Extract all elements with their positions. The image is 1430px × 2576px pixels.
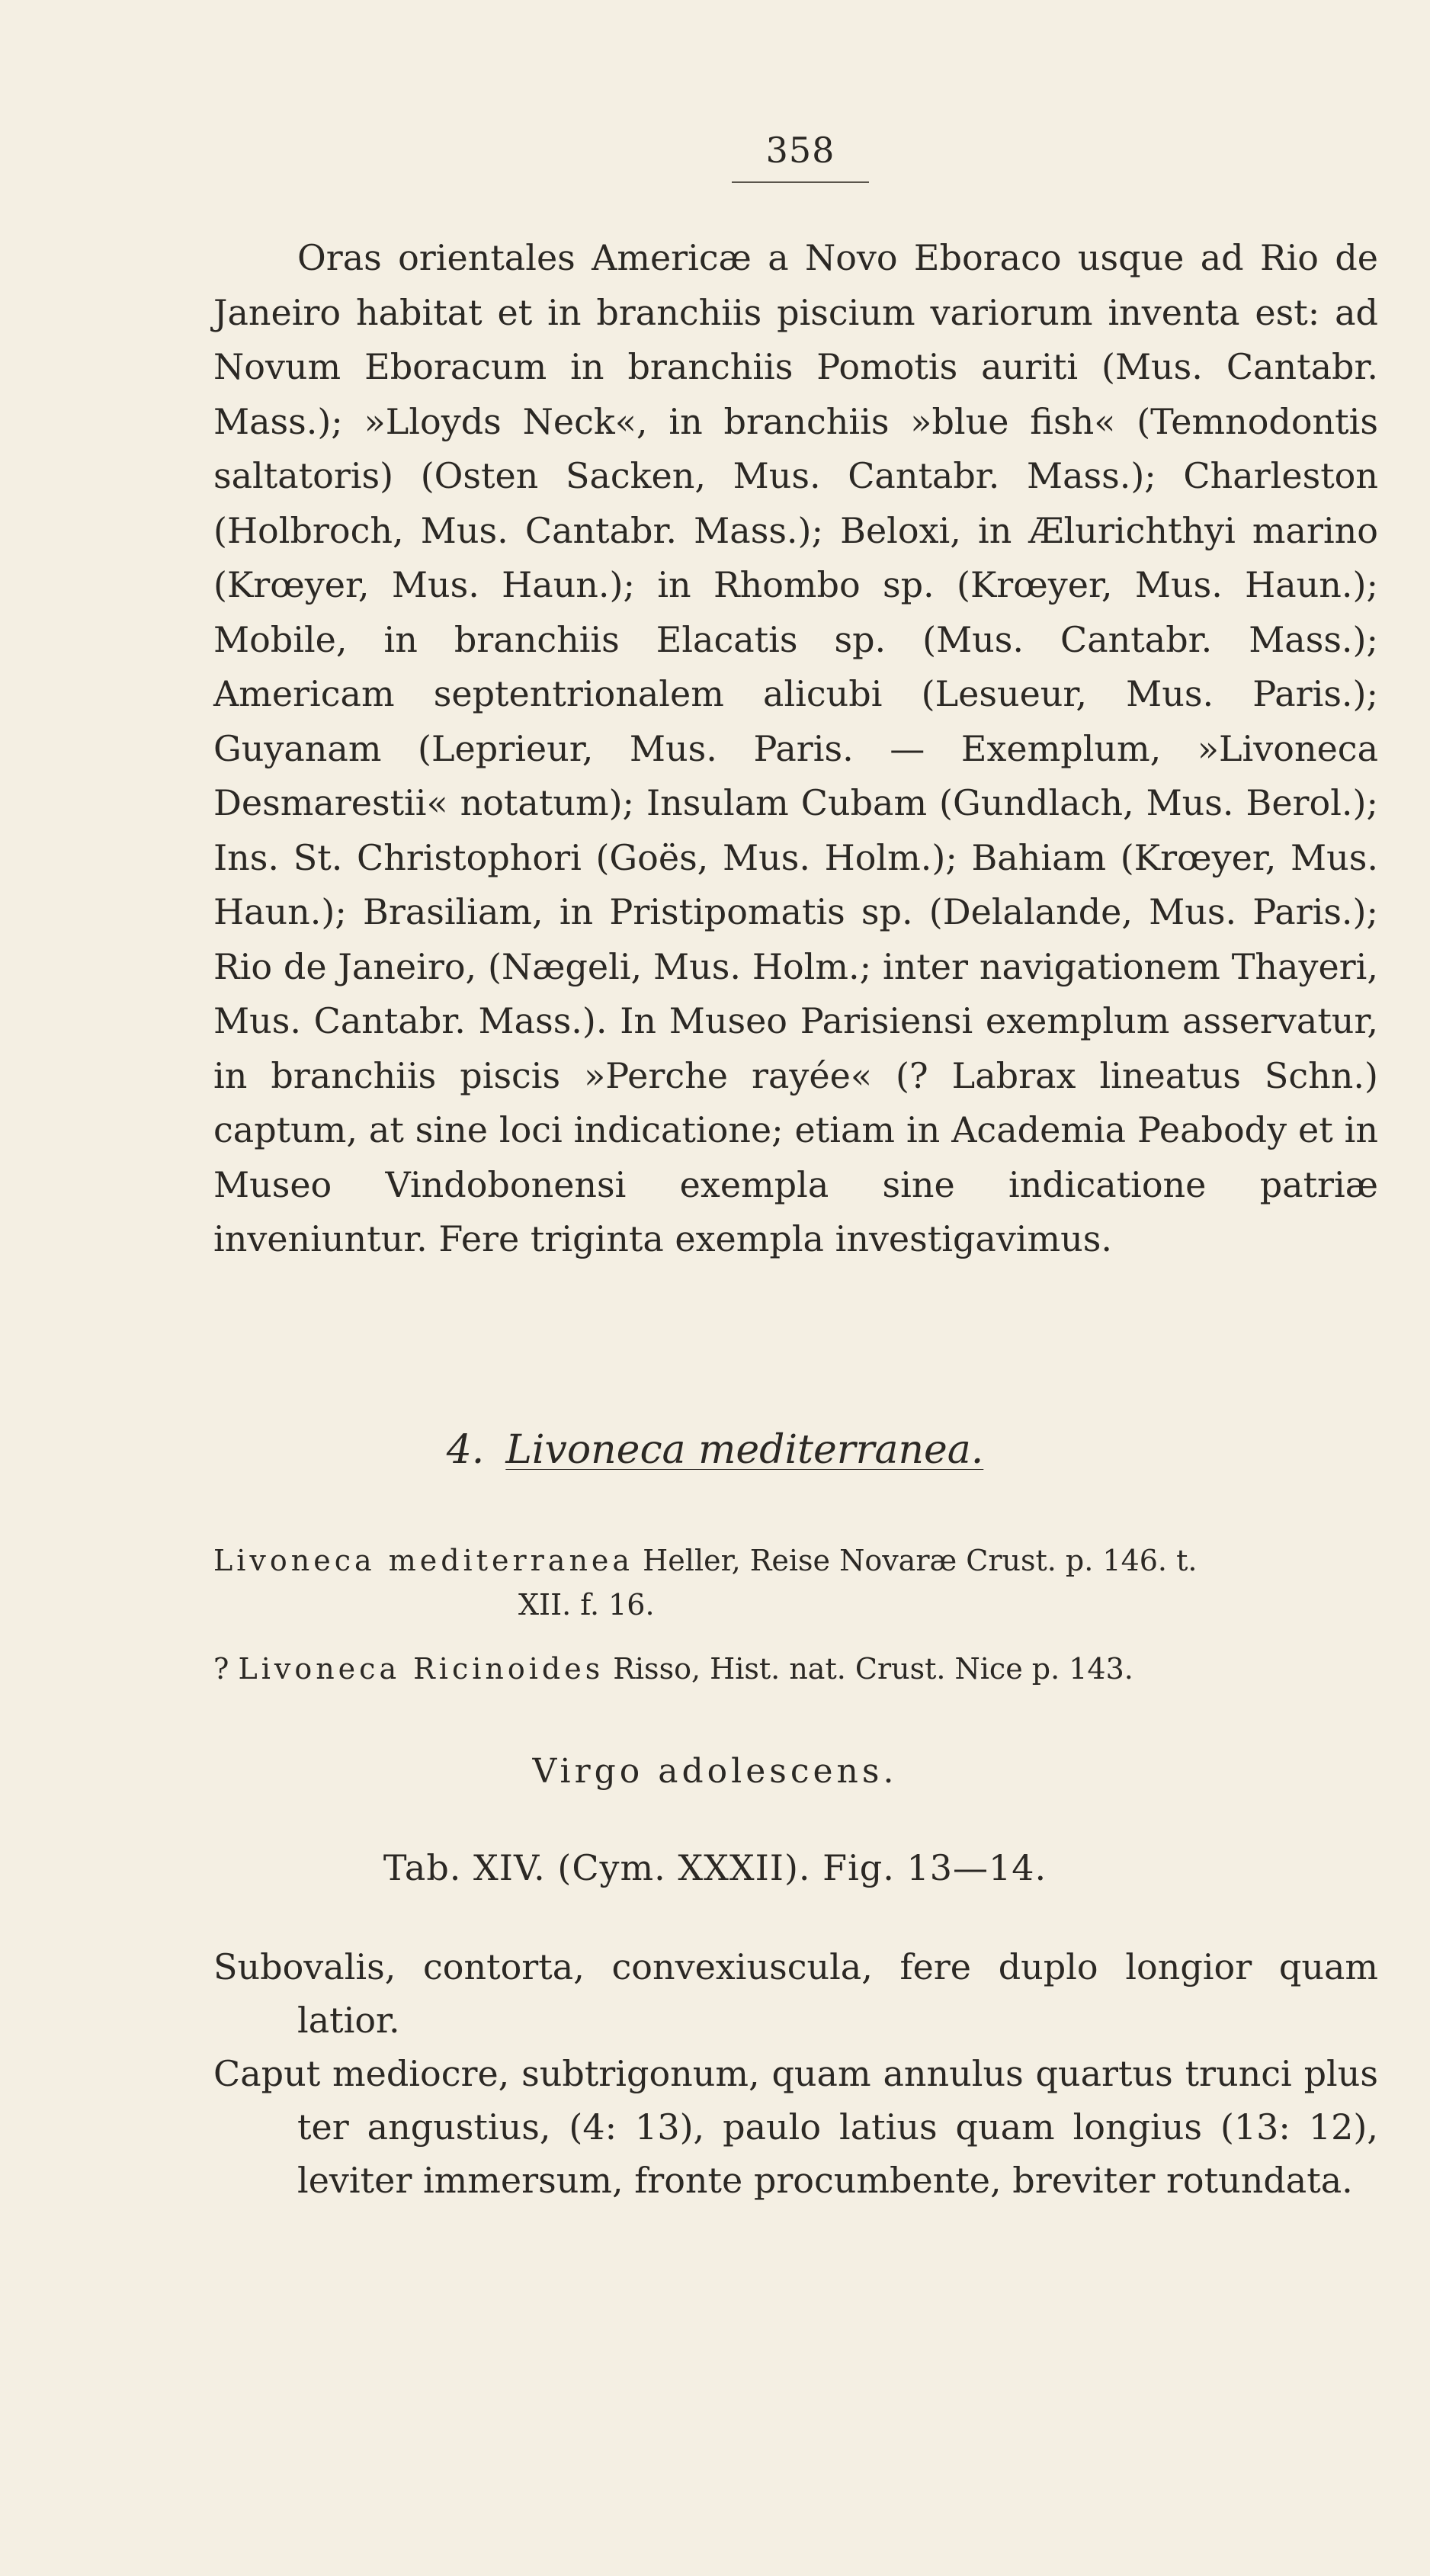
species-name: Livoneca mediterranea.: [505, 1427, 984, 1473]
synonymy-entry: [213, 1647, 1378, 1691]
page-number-rule: [732, 181, 869, 183]
species-heading: [0, 1427, 1430, 1473]
description-paragraph: [213, 1940, 1378, 2047]
species-number: 4.: [446, 1427, 485, 1473]
description-paragraph: [213, 2047, 1378, 2207]
distribution-paragraph: [213, 231, 1378, 1267]
paragraph-text: Oras orientales Americæ a Novo Eboraco usque ad Rio de Janeiro habitat et in branchiis piscium variorum inventa est: ad Novum Eboracum in branchiis Pomotis auriti (Mus. Cantabr. Mass.); »Lloyds Neck«, in branchiis »blue fish« (Temnodontis saltatoris) (Osten Sacken, Mus. Cantabr. Mass.); Charleston (Holbroch, Mus. Cantabr. Mass.); Beloxi, in Ælurichthyi marino (Krœyer, Mus. Haun.); in Rhombo sp. (Krœyer, Mus. Haun.); Mobile, in branchiis Elacatis sp. (Mus. Cantabr. Mass.); Americam septentrionalem alicubi (Lesueur, Mus. Paris.); Guyanam (Leprieur, Mus. Paris. — Exemplum, »Livoneca Desmarestii« notatum); Insulam Cubam (Gundlach, Mus. Berol.); Ins. St. Christophori (Goës, Mus. Holm.); Bahiam (Krœyer, Mus. Haun.); Brasiliam, in Pristipomatis sp. (Delalande, Mus. Paris.); Rio de Janeiro, (Nægeli, Mus. Holm.; inter navigationem Thayeri, Mus. Cantabr. Mass.). In Museo Parisiensi exemplum asservatur, in branchiis piscis »Perche rayée« (? Labrax lineatus Schn.) captum, at sine loci indicatione; etiam in Academia Peabody et in Museo Vindobonensi exempla sine indicatione patriæ inveniuntur. Fere triginta exempla investigavimus.: [213, 237, 1378, 1259]
stage-heading: Virgo adolescens.: [532, 1752, 898, 1791]
page-number: 358: [765, 130, 835, 171]
synonym-name: Livoneca Ricinoides: [238, 1652, 604, 1686]
synonym-citation: Heller, Reise Novaræ Crust. p. 146. t.: [643, 1544, 1198, 1577]
plate-reference: Tab. XIV. (Cym. XXXII). Fig. 13—14.: [383, 1847, 1047, 1888]
synonym-citation: Risso, Hist. nat. Crust. Nice p. 143.: [613, 1652, 1133, 1686]
synonym-name: Livoneca mediterranea: [213, 1544, 634, 1577]
description-text: Subovalis, contorta, convexiuscula, fere duplo longior quam latior.: [213, 1946, 1378, 2041]
description-text: Caput mediocre, subtrigonum, quam annulus quartus trunci plus ter angustius, (4: 13), paulo latius quam longius (13: 12), leviter immersum, fronte procumbente, breviter rotundata.: [213, 2053, 1378, 2201]
synonymy-entry: [213, 1538, 1378, 1627]
synonym-citation-continued: XII. f. 16.: [518, 1588, 655, 1622]
synonym-query-mark: ?: [213, 1652, 229, 1686]
